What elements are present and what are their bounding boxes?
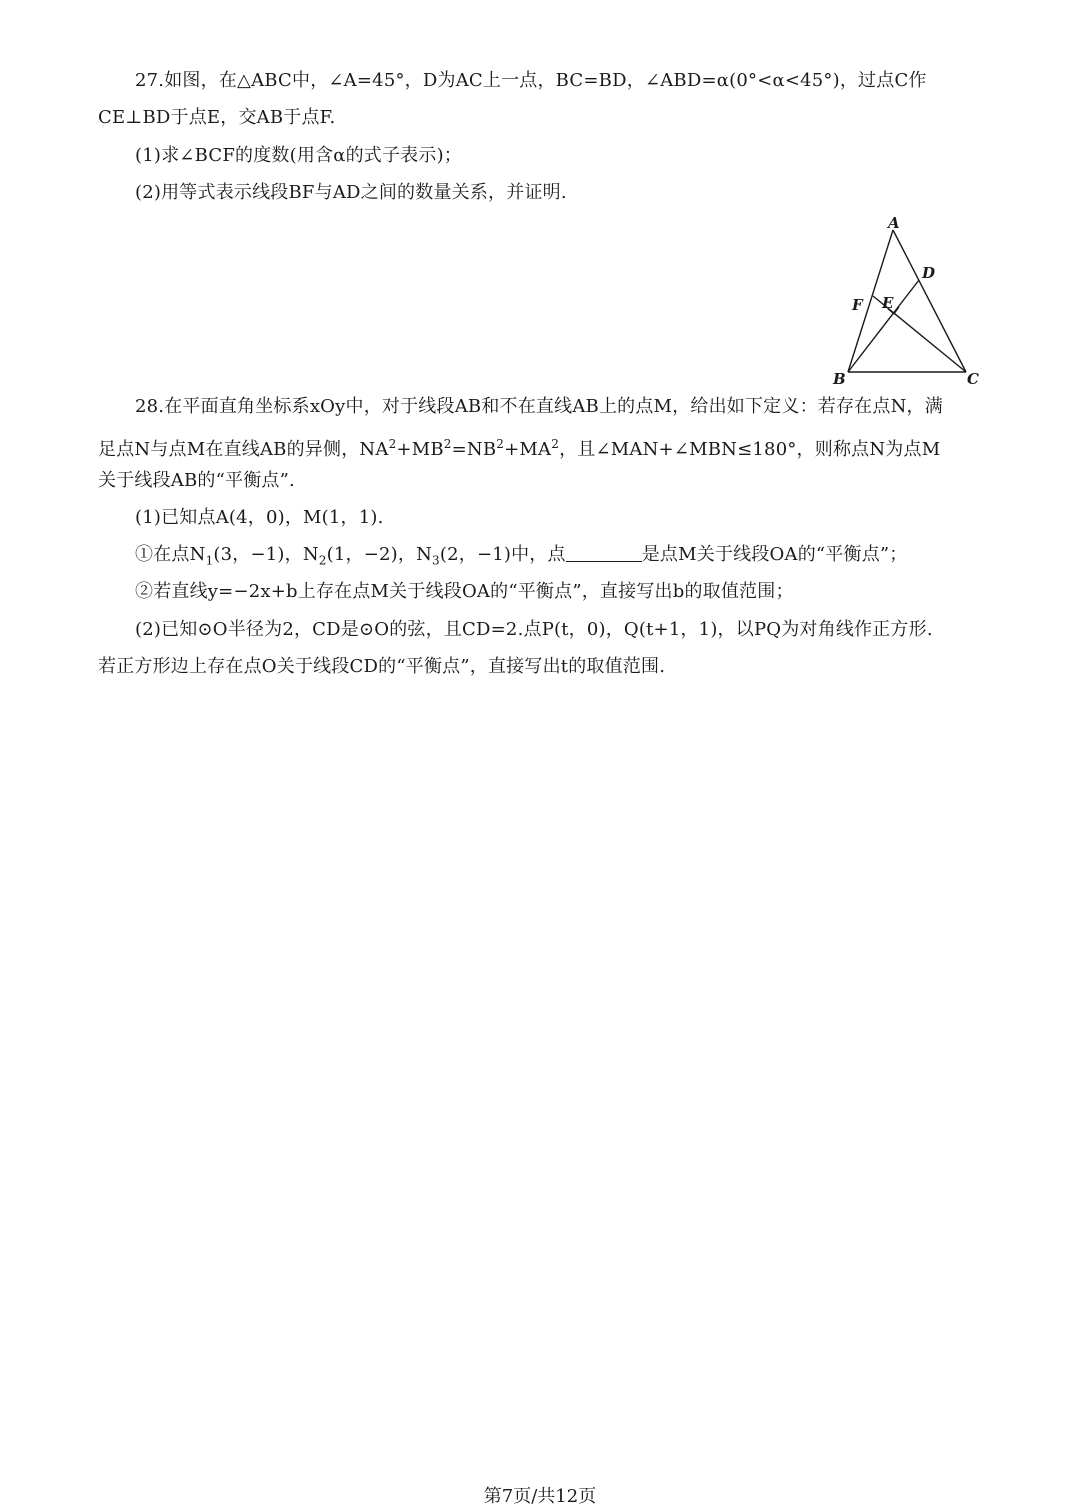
q28-part2-line1: (2)已知⊙O半径为2，CD是⊙O的弦，且CD=2.点P(t，0)，Q(t+1，1)，以PQ为对角线作正方形. xyxy=(135,619,933,640)
q28-line3: 关于线段AB的“平衡点”. xyxy=(98,470,295,491)
triangle-figure xyxy=(826,212,990,384)
q28-sub1-b: (3，−1)，N xyxy=(213,544,319,565)
label-c: C xyxy=(967,370,979,384)
q28-line2-a: 足点N与点M在直线AB的异侧，NA xyxy=(98,439,389,460)
q28-line2-d: +MA xyxy=(504,439,552,460)
segment-ac xyxy=(893,230,966,372)
q28-part2-line2: 若正方形边上存在点O关于线段CD的“平衡点”，直接写出t的取值范围. xyxy=(98,656,666,677)
sup-squared: 2 xyxy=(388,437,397,451)
page-number: 第7页/共12页 xyxy=(483,1486,597,1507)
subscript-1: 1 xyxy=(205,553,214,568)
label-b: B xyxy=(833,370,846,384)
q28-line2-e: ，且∠MAN+∠MBN≤180°，则称点N为点M xyxy=(559,439,941,460)
sup-squared: 2 xyxy=(443,437,452,451)
q27-part1: (1)求∠BCF的度数(用含α的式子表示)； xyxy=(135,145,463,166)
q28-line2 xyxy=(98,431,982,463)
q27-line1: 27.如图，在△ABC中，∠A=45°，D为AC上一点，BC=BD，∠ABD=α(0°<α<45°)，过点C作 xyxy=(135,70,927,91)
q28-sub1-a: ①在点N xyxy=(135,544,206,565)
q28-sub1-d: (2，−1)中，点 xyxy=(439,544,566,565)
q28-line2-b: +MB xyxy=(396,439,444,460)
q28-line1: 28.在平面直角坐标系xOy中，对于线段AB和不在直线AB上的点M，给出如下定义：若存在点N，满 xyxy=(135,396,943,417)
q28-part1: (1)已知点A(4，0)，M(1，1). xyxy=(135,507,384,528)
label-d: D xyxy=(922,264,936,282)
label-a: A xyxy=(888,214,900,232)
answer-blank[interactable] xyxy=(566,543,642,562)
label-f: F xyxy=(852,296,863,314)
q28-sub1-c: (1，−2)，N xyxy=(326,544,433,565)
sup-squared: 2 xyxy=(551,437,560,451)
subscript-3: 3 xyxy=(432,553,440,568)
q27-part2: (2)用等式表示线段BF与AD之间的数量关系，并证明. xyxy=(135,182,567,203)
label-e: E xyxy=(882,294,894,312)
q28-sub2: ②若直线y=−2x+b上存在点M关于线段OA的“平衡点”，直接写出b的取值范围； xyxy=(135,581,794,602)
sup-squared: 2 xyxy=(496,437,505,451)
q27-line2: CE⊥BD于点E，交AB于点F. xyxy=(98,107,336,128)
q28-line2-c: =NB xyxy=(451,439,497,460)
q28-sub1-e: 是点M关于线段OA的“平衡点”； xyxy=(641,544,908,565)
q28-sub1 xyxy=(135,542,982,574)
subscript-2: 2 xyxy=(318,553,327,568)
